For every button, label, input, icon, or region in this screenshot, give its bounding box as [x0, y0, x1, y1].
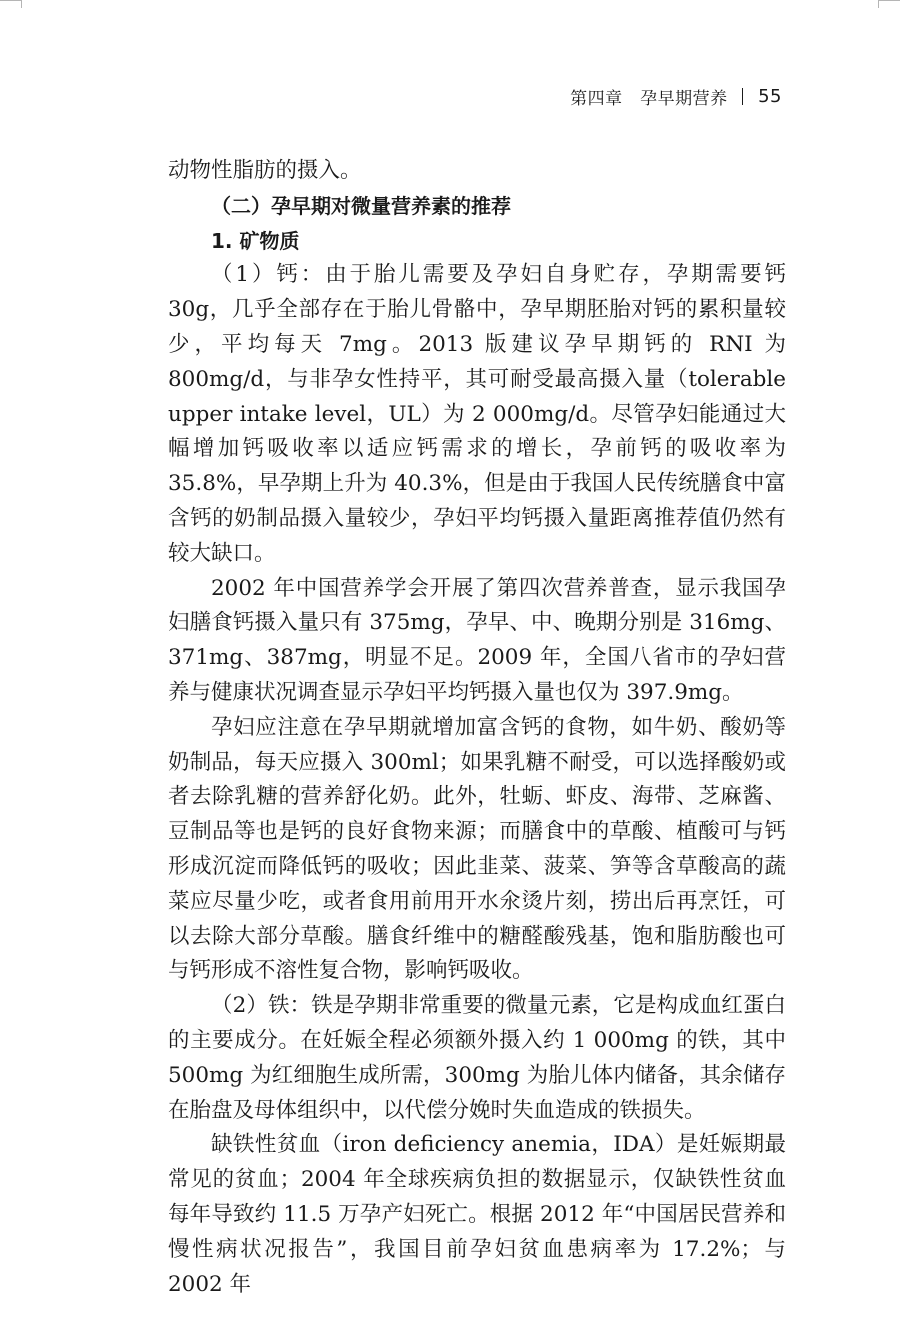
- crop-mark-top-right-vertical: [878, 0, 879, 8]
- crop-mark-top-left: [0, 0, 22, 1]
- paragraph-iron-1: （2）铁：铁是孕期非常重要的微量元素，它是构成血红蛋白的主要成分。在妊娠全程必须额外摄入约 1 000mg 的铁，其中 500mg 为红细胞生成所需，300mg 为胎儿体内储备，其余储存在胎盘及母体组织中，以代偿分娩时失血造成的铁损失。: [168, 993, 786, 1123]
- paragraph-iron-2: 缺铁性贫血（iron deficiency anemia，IDA）是妊娠期最常见的贫血；2004 年全球疾病负担的数据显示，仅缺铁性贫血每年导致约 11.5 万孕产妇死亡。根据 2012 年“中国居民营养和慢性病状况报告”，我国目前孕妇贫血患病率为 17.2%；与 2002 年: [168, 1132, 786, 1297]
- crop-mark-top-left-vertical: [21, 0, 22, 8]
- body-text: [168, 154, 786, 1302]
- paragraph-calcium-3: 孕妇应注意在孕早期就增加富含钙的食物，如牛奶、酸奶等奶制品，每天应摄入 300ml；如果乳糖不耐受，可以选择酸奶或者去除乳糖的营养舒化奶。此外，牡蛎、虾皮、海带、芝麻酱、豆制品等也是钙的良好食物来源；而膳食中的草酸、植酸可与钙形成沉淀而降低钙的吸收；因此韭菜、菠菜、笋等含草酸高的蔬菜应尽量少吃，或者食用前用开水氽烫片刻，捞出后再烹饪，可以去除大部分草酸。膳食纤维中的糖醛酸残基，饱和脂肪酸也可与钙形成不溶性复合物，影响钙吸收。: [168, 714, 786, 984]
- paragraph-calcium-1: （1）钙：由于胎儿需要及孕妇自身贮存，孕期需要钙 30g，几乎全部存在于胎儿骨骼中，孕早期胚胎对钙的累积量较少，平均每天 7mg。2013 版建议孕早期钙的 RNI 为 800mg/d，与非孕女性持平，其可耐受最高摄入量（tolerable upper intake level，UL）为 2 000mg/d。尽管孕妇能通过大幅增加钙吸收率以适应钙需求的增长，孕前钙的吸收率为 35.8%，早孕期上升为 40.3%，但是由于我国人民传统膳食中富含钙的奶制品摄入量较少，孕妇平均钙摄入量距离推荐值仍然有较大缺口。: [168, 262, 786, 566]
- paragraph-calcium-2: 2002 年中国营养学会开展了第四次营养普查，显示我国孕妇膳食钙摄入量只有 375mg，孕早、中、晚期分别是 316mg、371mg、387mg，明显不足。2009 年，全国八省市的孕妇营养与健康状况调查显示孕妇平均钙摄入量也仅为 397.9mg。: [168, 575, 786, 705]
- header-separator: [742, 88, 744, 105]
- subsection-heading: 1. 矿物质: [211, 228, 300, 253]
- page-number: 55: [758, 86, 782, 107]
- section-heading: （二）孕早期对微量营养素的推荐: [211, 193, 511, 218]
- crop-mark-top-right: [878, 0, 900, 1]
- running-head: [570, 84, 782, 109]
- chapter-title: 第四章 孕早期营养: [570, 89, 728, 109]
- paragraph-continuation: 动物性脂肪的摄入。: [168, 158, 362, 183]
